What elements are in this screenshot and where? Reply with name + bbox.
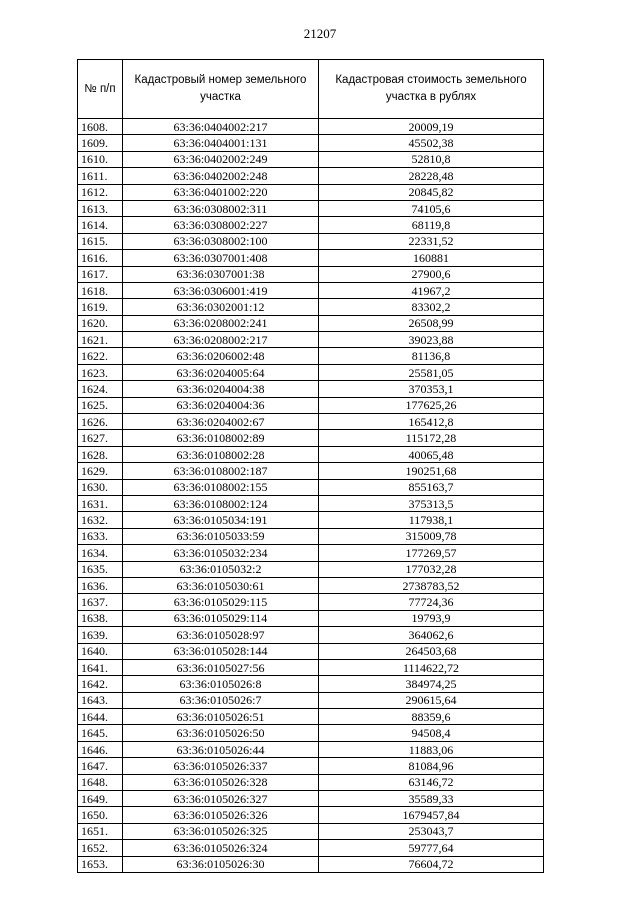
cadastral-number-cell: 63:36:0308002:311	[123, 200, 319, 216]
row-number-cell: 1628.	[78, 446, 123, 462]
row-number-cell: 1626.	[78, 414, 123, 430]
cadastral-cost-cell: 115172,28	[319, 430, 544, 446]
row-number-cell: 1633.	[78, 528, 123, 544]
header-cadastral-cost: Кадастровая стоимость земельного участка в рублях	[319, 60, 544, 119]
row-number-cell: 1624.	[78, 381, 123, 397]
cadastral-cost-cell: 45502,38	[319, 135, 544, 151]
table-row	[78, 299, 544, 315]
cadastral-cost-cell: 315009,78	[319, 528, 544, 544]
row-number-cell: 1618.	[78, 282, 123, 298]
table-row	[78, 823, 544, 839]
cadastral-number-cell: 63:36:0208002:241	[123, 315, 319, 331]
cadastral-cost-cell: 40065,48	[319, 446, 544, 462]
row-number-cell: 1651.	[78, 823, 123, 839]
table-row	[78, 479, 544, 495]
table-row	[78, 151, 544, 167]
table-row	[78, 414, 544, 430]
row-number-cell: 1643.	[78, 692, 123, 708]
row-number-cell: 1608.	[78, 119, 123, 135]
cadastral-number-cell: 63:36:0402002:249	[123, 151, 319, 167]
table-row	[78, 282, 544, 298]
cadastral-number-cell: 63:36:0108002:28	[123, 446, 319, 462]
row-number-cell: 1649.	[78, 791, 123, 807]
table-row	[78, 791, 544, 807]
cadastral-cost-cell: 375313,5	[319, 495, 544, 511]
row-number-cell: 1615.	[78, 233, 123, 249]
cadastral-cost-cell: 160881	[319, 250, 544, 266]
row-number-cell: 1623.	[78, 364, 123, 380]
cadastral-number-cell: 63:36:0206002:48	[123, 348, 319, 364]
cadastral-cost-cell: 74105,6	[319, 200, 544, 216]
cadastral-cost-cell: 25581,05	[319, 364, 544, 380]
cadastral-number-cell: 63:36:0208002:217	[123, 332, 319, 348]
row-number-cell: 1632.	[78, 512, 123, 528]
cadastral-number-cell: 63:36:0204004:38	[123, 381, 319, 397]
cadastral-number-cell: 63:36:0105028:144	[123, 643, 319, 659]
row-number-cell: 1639.	[78, 627, 123, 643]
cadastral-cost-cell: 76604,72	[319, 856, 544, 872]
table-row	[78, 446, 544, 462]
row-number-cell: 1653.	[78, 856, 123, 872]
cadastral-number-cell: 63:36:0306001:419	[123, 282, 319, 298]
row-number-cell: 1617.	[78, 266, 123, 282]
table-row	[78, 250, 544, 266]
cadastral-number-cell: 63:36:0307001:408	[123, 250, 319, 266]
cadastral-cost-cell: 41967,2	[319, 282, 544, 298]
table-row	[78, 430, 544, 446]
cadastral-number-cell: 63:36:0105026:327	[123, 791, 319, 807]
cadastral-cost-cell: 117938,1	[319, 512, 544, 528]
row-number-cell: 1616.	[78, 250, 123, 266]
table-row	[78, 184, 544, 200]
cadastral-number-cell: 63:36:0108002:124	[123, 495, 319, 511]
cadastral-number-cell: 63:36:0105026:326	[123, 807, 319, 823]
table-row	[78, 659, 544, 675]
cadastral-cost-cell: 20009,19	[319, 119, 544, 135]
table-row	[78, 545, 544, 561]
table-row	[78, 561, 544, 577]
row-number-cell: 1631.	[78, 495, 123, 511]
table-row	[78, 758, 544, 774]
table-row	[78, 643, 544, 659]
table-row	[78, 217, 544, 233]
row-number-cell: 1635.	[78, 561, 123, 577]
cadastral-cost-cell: 39023,88	[319, 332, 544, 348]
row-number-cell: 1637.	[78, 594, 123, 610]
row-number-cell: 1614.	[78, 217, 123, 233]
cadastral-cost-cell: 370353,1	[319, 381, 544, 397]
cadastral-number-cell: 63:36:0105026:337	[123, 758, 319, 774]
cadastral-cost-cell: 88359,6	[319, 709, 544, 725]
header-row	[78, 60, 544, 119]
table-header	[78, 60, 544, 119]
table-row	[78, 266, 544, 282]
row-number-cell: 1609.	[78, 135, 123, 151]
cadastral-cost-cell: 68119,8	[319, 217, 544, 233]
header-cadastral-number: Кадастровый номер земельного участка	[123, 60, 319, 119]
table-row	[78, 692, 544, 708]
table-row	[78, 840, 544, 856]
table-row	[78, 594, 544, 610]
row-number-cell: 1630.	[78, 479, 123, 495]
table-row	[78, 397, 544, 413]
cadastral-number-cell: 63:36:0105026:30	[123, 856, 319, 872]
cadastral-cost-cell: 190251,68	[319, 463, 544, 479]
cadastral-cost-cell: 177032,28	[319, 561, 544, 577]
cadastral-cost-cell: 63146,72	[319, 774, 544, 790]
cadastral-cost-cell: 83302,2	[319, 299, 544, 315]
table-row	[78, 577, 544, 593]
table-body	[78, 119, 544, 873]
table-row	[78, 627, 544, 643]
row-number-cell: 1648.	[78, 774, 123, 790]
row-number-cell: 1610.	[78, 151, 123, 167]
table-row	[78, 381, 544, 397]
table-row	[78, 774, 544, 790]
cadastral-number-cell: 63:36:0105026:325	[123, 823, 319, 839]
cadastral-number-cell: 63:36:0105026:324	[123, 840, 319, 856]
cadastral-number-cell: 63:36:0204004:36	[123, 397, 319, 413]
cadastral-number-cell: 63:36:0307001:38	[123, 266, 319, 282]
row-number-cell: 1640.	[78, 643, 123, 659]
table-row	[78, 610, 544, 626]
cadastral-number-cell: 63:36:0105034:191	[123, 512, 319, 528]
cadastral-cost-cell: 1679457,84	[319, 807, 544, 823]
table-row	[78, 676, 544, 692]
row-number-cell: 1652.	[78, 840, 123, 856]
row-number-cell: 1621.	[78, 332, 123, 348]
cadastral-cost-cell: 1114622,72	[319, 659, 544, 675]
table-row	[78, 528, 544, 544]
table-row	[78, 741, 544, 757]
cadastral-cost-cell: 26508,99	[319, 315, 544, 331]
cadastral-number-cell: 63:36:0105026:51	[123, 709, 319, 725]
cadastral-table	[77, 59, 544, 873]
table-row	[78, 512, 544, 528]
table-row	[78, 725, 544, 741]
table-row	[78, 315, 544, 331]
row-number-cell: 1625.	[78, 397, 123, 413]
cadastral-number-cell: 63:36:0302001:12	[123, 299, 319, 315]
cadastral-number-cell: 63:36:0108002:155	[123, 479, 319, 495]
cadastral-number-cell: 63:36:0402002:248	[123, 168, 319, 184]
cadastral-cost-cell: 165412,8	[319, 414, 544, 430]
cadastral-cost-cell: 52810,8	[319, 151, 544, 167]
table-row	[78, 168, 544, 184]
cadastral-number-cell: 63:36:0308002:227	[123, 217, 319, 233]
cadastral-cost-cell: 290615,64	[319, 692, 544, 708]
cadastral-number-cell: 63:36:0105026:7	[123, 692, 319, 708]
cadastral-number-cell: 63:36:0105026:8	[123, 676, 319, 692]
page-number: 21207	[303, 26, 337, 41]
cadastral-cost-cell: 855163,7	[319, 479, 544, 495]
cadastral-number-cell: 63:36:0105032:2	[123, 561, 319, 577]
row-number-cell: 1620.	[78, 315, 123, 331]
cadastral-cost-cell: 77724,36	[319, 594, 544, 610]
row-number-cell: 1638.	[78, 610, 123, 626]
cadastral-number-cell: 63:36:0108002:187	[123, 463, 319, 479]
cadastral-cost-cell: 81084,96	[319, 758, 544, 774]
cadastral-cost-cell: 20845,82	[319, 184, 544, 200]
cadastral-number-cell: 63:36:0105032:234	[123, 545, 319, 561]
cadastral-cost-cell: 59777,64	[319, 840, 544, 856]
row-number-cell: 1650.	[78, 807, 123, 823]
cadastral-number-cell: 63:36:0105028:97	[123, 627, 319, 643]
row-number-cell: 1612.	[78, 184, 123, 200]
row-number-cell: 1641.	[78, 659, 123, 675]
cadastral-number-cell: 63:36:0404002:217	[123, 119, 319, 135]
cadastral-number-cell: 63:36:0105029:115	[123, 594, 319, 610]
cadastral-cost-cell: 384974,25	[319, 676, 544, 692]
cadastral-cost-cell: 94508,4	[319, 725, 544, 741]
cadastral-number-cell: 63:36:0105030:61	[123, 577, 319, 593]
row-number-cell: 1646.	[78, 741, 123, 757]
row-number-cell: 1629.	[78, 463, 123, 479]
row-number-cell: 1645.	[78, 725, 123, 741]
cadastral-number-cell: 63:36:0105026:50	[123, 725, 319, 741]
row-number-cell: 1642.	[78, 676, 123, 692]
row-number-cell: 1613.	[78, 200, 123, 216]
cadastral-cost-cell: 27900,6	[319, 266, 544, 282]
cadastral-number-cell: 63:36:0105027:56	[123, 659, 319, 675]
cadastral-number-cell: 63:36:0401002:220	[123, 184, 319, 200]
cadastral-cost-cell: 19793,9	[319, 610, 544, 626]
row-number-cell: 1634.	[78, 545, 123, 561]
cadastral-cost-cell: 35589,33	[319, 791, 544, 807]
cadastral-number-cell: 63:36:0404001:131	[123, 135, 319, 151]
row-number-cell: 1636.	[78, 577, 123, 593]
cadastral-number-cell: 63:36:0105026:328	[123, 774, 319, 790]
cadastral-number-cell: 63:36:0105026:44	[123, 741, 319, 757]
cadastral-cost-cell: 81136,8	[319, 348, 544, 364]
table-row	[78, 332, 544, 348]
cadastral-cost-cell: 28228,48	[319, 168, 544, 184]
table-row	[78, 709, 544, 725]
cadastral-number-cell: 63:36:0105033:59	[123, 528, 319, 544]
table-row	[78, 348, 544, 364]
table-row	[78, 364, 544, 380]
table-row	[78, 495, 544, 511]
cadastral-cost-cell: 22331,52	[319, 233, 544, 249]
cadastral-cost-cell: 264503,68	[319, 643, 544, 659]
row-number-cell: 1622.	[78, 348, 123, 364]
cadastral-cost-cell: 364062,6	[319, 627, 544, 643]
table-row	[78, 233, 544, 249]
cadastral-cost-cell: 2738783,52	[319, 577, 544, 593]
table-row	[78, 119, 544, 135]
cadastral-cost-cell: 177269,57	[319, 545, 544, 561]
cadastral-number-cell: 63:36:0204005:64	[123, 364, 319, 380]
table-row	[78, 856, 544, 872]
row-number-cell: 1611.	[78, 168, 123, 184]
header-num: № п/п	[78, 60, 123, 119]
cadastral-number-cell: 63:36:0204002:67	[123, 414, 319, 430]
table-row	[78, 807, 544, 823]
row-number-cell: 1644.	[78, 709, 123, 725]
cadastral-number-cell: 63:36:0308002:100	[123, 233, 319, 249]
row-number-cell: 1619.	[78, 299, 123, 315]
table-row	[78, 200, 544, 216]
table-row	[78, 463, 544, 479]
table-row	[78, 135, 544, 151]
cadastral-cost-cell: 253043,7	[319, 823, 544, 839]
cadastral-number-cell: 63:36:0108002:89	[123, 430, 319, 446]
row-number-cell: 1647.	[78, 758, 123, 774]
row-number-cell: 1627.	[78, 430, 123, 446]
cadastral-number-cell: 63:36:0105029:114	[123, 610, 319, 626]
cadastral-cost-cell: 177625,26	[319, 397, 544, 413]
cadastral-cost-cell: 11883,06	[319, 741, 544, 757]
